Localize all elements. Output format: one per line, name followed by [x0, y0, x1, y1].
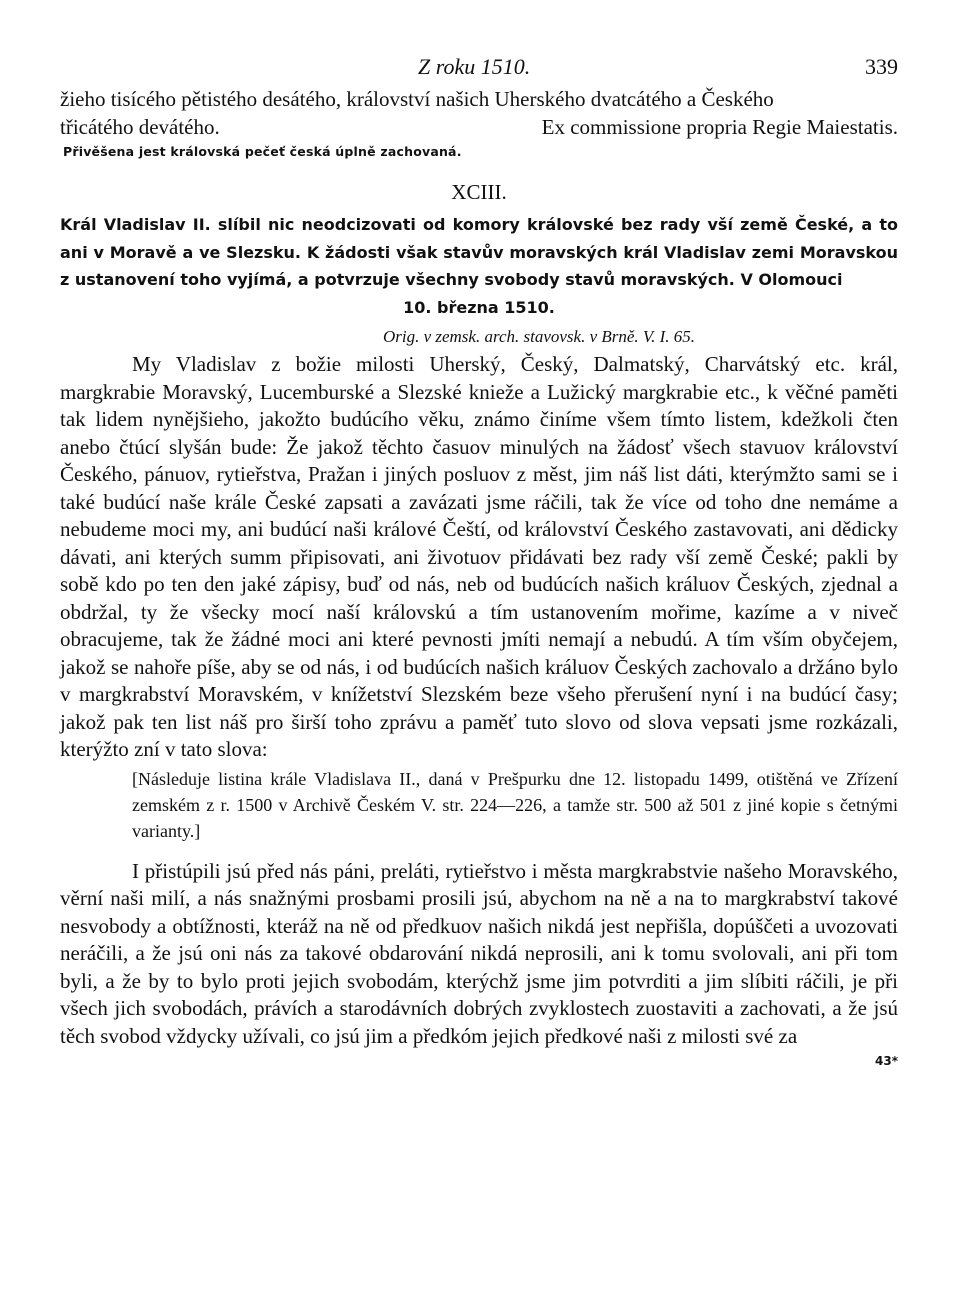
paragraph-1: My Vladislav z božie milosti Uherský, Český, Dalmatský, Charvátský etc. král, margkrabie Moravský, Lucemburské a Slezské knieže a Lužický margkrabie etc., k věčné paměti tak lidem nynějšieho, jakožto budúcího věku, známo činíme všem tímto listem, kdežkoli čten anebo čtúcí slyšán bude: Že jakož těchto časuov minulých na žádosť všech stavuov království Českého, pánuov, rytieřstva, Pražan i jiných posluov z měst, jim náš list dáti, kterýmžto sami se i také budúcí naše krále České zapsati a zavázati jsme ráčili, tak že více od toho dne nemáme a nebudeme moci my, ani budúcí naši králové Čeští, od království Českého zastavovati, ani dědicky dávati, ani kterých summ připisovati, ani životuov přidávati bez rady vší země České; pakli by sobě kdo po ten den jaké zápisy, buď od nás, neb od budúcích našich králuov Českých, zjednal a obdržal, ty že všecky mocí naší královskú a tím ustanovením mořime, kazíme a v niveč obracujeme, tak že žádné moci ani které pevnosti jmíti nemají a nebudú. A tím vším obyčejem, jakož se nahoře píše, aby se od nás, i od budúcích našich králuov Českých zachovalo a držáno bylo v margkrabství Moravském, v knížetství Slezském beze všeho přerušení nyní i na budúcí časy; jakož pak ten list náš pro širší toho zprávu a paměť tuto slovo od slova vepsati jsme rozkázali, kterýžto zní v tato slova:: [60, 352, 898, 761]
seal-note: Přivěšena jest královská pečeť česká úplně zachovaná.: [63, 144, 462, 159]
prev-line-2-b: Ex commissione propria Regie Maiestatis.: [541, 114, 898, 139]
running-title: Z roku 1510.: [418, 54, 531, 79]
document-page: [60, 52, 898, 1068]
source-citation: Orig. v zemsk. arch. stavovsk. v Brně. V. I. 65.: [382, 327, 696, 346]
document-number: XCIII.: [451, 180, 507, 204]
page-header: [60, 52, 898, 86]
regest: [60, 211, 898, 321]
prev-line-2: [60, 114, 898, 142]
page-number: 339: [865, 54, 898, 79]
paragraph-2: I přistúpili jsú před nás páni, preláti, rytieřstvo i města margkrabstvie našeho Moravského, věrní naši milí, a nás snažnými prosbami prosili jsú, abychom na ně a na to margkrabství takové nesvobody a obtížnosti, kteráž na ně od předkuov našich nikdá jest nepřišla, dopúščeti a uvozovati neráčili, a že jsú oni nás za takové obdarování nikdá neprosili, ani k tomu svolovali, ani při tom byli, a že by to bylo proti jejich svobodám, kterýchž jsme jim potvrditi a jim slíbiti ráčili, je při všech jich svobodách, právích a starodávních dobrých zvyklostech zuostaviti a zachovati, a že jsú těch svobod vždycky užívali, co jsú jim a předkóm jejich předkové naši z milosti své za: [60, 858, 898, 1048]
regest-date: 10. března 1510.: [403, 297, 555, 317]
signature-mark: 43*: [875, 1054, 898, 1068]
prev-line-2-a: třicátého devátého.: [60, 114, 220, 139]
previous-document-end: [60, 86, 898, 141]
regest-text: Král Vladislav II. slíbil nic neodcizovati od komory královské bez rady vší země České, a to ani v Moravě a ve Slezsku. K žádosti však stavův moravských král Vladislav zemi Moravskou z ustanovení toho vyjímá, a potvrzuje všechny svobody stavů moravských. V Olomouci: [60, 215, 898, 289]
prev-line-1: žieho tisícého pětistého desátého, království našich Uherského dvatcátého a Českého: [60, 87, 774, 111]
editorial-note: [Následuje listina krále Vladislava II., daná v Prešpurku dne 12. listopadu 1499, otištěná ve Zřízení zemském z r. 1500 v Archivě Českém V. str. 224—226, a tamže str. 500 až 501 z jiné kopie s četnými varianty.]: [132, 768, 898, 841]
